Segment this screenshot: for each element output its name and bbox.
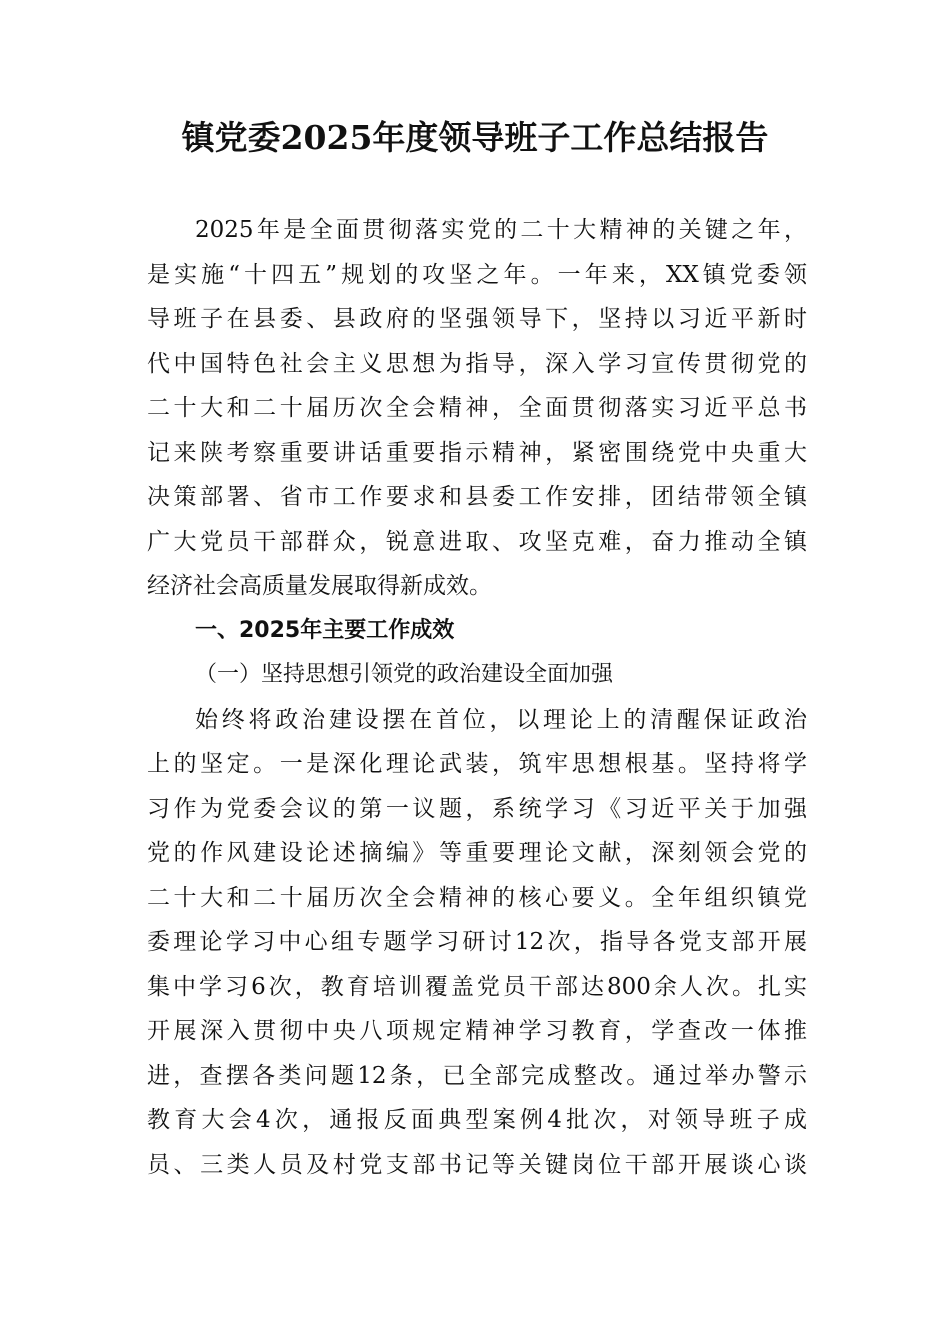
document-title: 镇党委2025年度领导班子工作总结报告 [181, 118, 769, 157]
paragraph-line: 委理论学习中心组专题学习研讨12次，指导各党支部开展 [147, 929, 807, 955]
paragraph-line: 习作为党委会议的第一议题，系统学习《习近平关于加强 [147, 795, 807, 822]
paragraph-line: 二十大和二十届历次全会精神的核心要义。全年组织镇党 [147, 884, 807, 911]
paragraph-line: 决策部署、省市工作要求和县委工作安排，团结带领全镇 [147, 484, 807, 510]
paragraph-line: 上的坚定。一是深化理论武装，筑牢思想根基。坚持将学 [147, 751, 807, 777]
paragraph-line: 导班子在县委、县政府的坚强领导下，坚持以习近平新时 [147, 306, 807, 332]
section-heading: 一、2025年主要工作成效 [195, 617, 455, 643]
paragraph-line: 记来陕考察重要讲话重要指示精神，紧密围绕党中央重大 [147, 439, 807, 466]
document-body [147, 208, 807, 1187]
subsection-heading: （一）坚持思想引领党的政治建设全面加强 [195, 662, 614, 687]
paragraph-line: 2025年是全面贯彻落实党的二十大精神的关键之年， [195, 217, 807, 243]
paragraph-line: 教育大会4次，通报反面典型案例4批次，对领导班子成 [147, 1107, 807, 1133]
paragraph-line: 经济社会高质量发展取得新成效。 [147, 573, 492, 599]
paragraph-line: 二十大和二十届历次全会精神，全面贯彻落实习近平总书 [147, 395, 807, 421]
paragraph-line: 员、三类人员及村党支部书记等关键岗位干部开展谈心谈 [147, 1151, 807, 1178]
paragraph-line: 是实施“十四五”规划的攻坚之年。一年来，XX镇党委领 [147, 261, 807, 288]
paragraph-line: 广大党员干部群众，锐意进取、攻坚克难，奋力推动全镇 [147, 528, 807, 555]
paragraph-line: 党的作风建设论述摘编》等重要理论文献，深刻领会党的 [147, 840, 807, 866]
paragraph-line: 代中国特色社会主义思想为指导，深入学习宣传贯彻党的 [147, 350, 807, 377]
paragraph-line: 集中学习6次，教育培训覆盖党员干部达800余人次。扎实 [147, 973, 807, 1000]
paragraph-line: 进，查摆各类问题12条，已全部完成整改。通过举办警示 [147, 1062, 807, 1089]
paragraph-line: 始终将政治建设摆在首位，以理论上的清醒保证政治 [195, 706, 807, 733]
paragraph-line: 开展深入贯彻中央八项规定精神学习教育，学查改一体推 [147, 1018, 807, 1044]
